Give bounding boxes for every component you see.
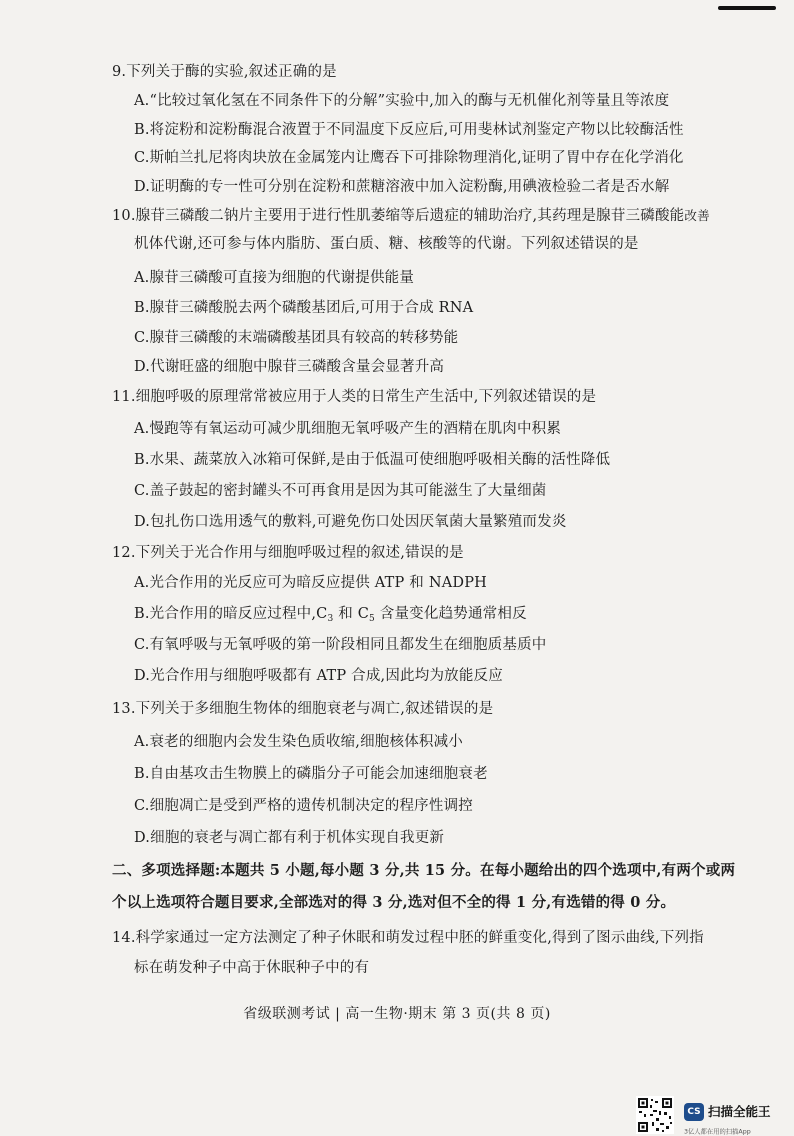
option-b-prefix: B.光合作用的暗反应过程中,C <box>134 606 328 622</box>
option-a: A.衰老的细胞内会发生染色质收缩,细胞核体积减小 <box>134 734 463 750</box>
subscript-3: 3 <box>327 614 334 624</box>
question-stem: 11.细胞呼吸的原理常常被应用于人类的日常生产生活中,下列叙述错误的是 <box>112 389 597 405</box>
option-a: A.“比较过氧化氢在不同条件下的分解”实验中,加入的酶与无机催化剂等量且等浓度 <box>134 93 670 109</box>
question-stem-continued: 机体代谢,还可参与体内脂肪、蛋白质、糖、核酸等的代谢。下列叙述错误的是 <box>134 236 639 252</box>
option-b: B.自由基攻击生物膜上的磷脂分子可能会加速细胞衰老 <box>134 766 488 782</box>
option-a: A.慢跑等有氧运动可减少肌细胞无氧呼吸产生的酒精在肌肉中积累 <box>134 421 562 437</box>
section-heading-line-2: 个以上选项符合题目要求,全部选对的得 3 分,选对但不全的得 1 分,有选错的得 0 分。 <box>112 894 676 911</box>
question-stem-text: 10.腺苷三磷酸二钠片主要用于进行性肌萎缩等后遗症的辅助治疗,其药理是腺苷三磷酸能 <box>112 208 685 224</box>
option-b: B.腺苷三磷酸脱去两个磷酸基团后,可用于合成 RNA <box>134 300 474 316</box>
option-a: A.光合作用的光反应可为暗反应提供 ATP 和 NADPH <box>134 575 487 591</box>
option-b-suffix: 含量变化趋势通常相反 <box>374 606 527 622</box>
option-a: A.腺苷三磷酸可直接为细胞的代谢提供能量 <box>134 270 415 286</box>
camscanner-logo-icon: CS <box>684 1103 704 1121</box>
section-heading-line-1: 二、多项选择题:本题共 5 小题,每小题 3 分,共 15 分。在每小题给出的四个选项中,有两个或两 <box>112 862 736 879</box>
question-stem <box>112 206 710 226</box>
option-d: D.细胞的衰老与凋亡都有利于机体实现自我更新 <box>134 830 445 846</box>
option-d: D.证明酶的专一性可分别在淀粉和蔗糖溶液中加入淀粉酶,用碘液检验二者是否水解 <box>134 179 670 195</box>
option-b-mid: 和 C <box>333 606 370 622</box>
scan-edge-mark <box>718 6 776 10</box>
question-stem-tail: 改善 <box>684 208 710 223</box>
question-stem: 13.下列关于多细胞生物体的细胞衰老与凋亡,叙述错误的是 <box>112 701 494 717</box>
option-b: B.水果、蔬菜放入冰箱可保鲜,是由于低温可使细胞呼吸相关酶的活性降低 <box>134 452 611 468</box>
option-b <box>134 604 527 629</box>
option-c: C.有氧呼吸与无氧呼吸的第一阶段相同且都发生在细胞质基质中 <box>134 637 547 653</box>
scanner-app-name: 扫描全能王 <box>708 1104 771 1119</box>
question-stem: 12.下列关于光合作用与细胞呼吸过程的叙述,错误的是 <box>112 545 464 561</box>
subscript-5: 5 <box>369 614 375 624</box>
page-footer: 省级联测考试 | 高一生物·期末 第 3 页(共 8 页) <box>243 1006 551 1022</box>
question-stem: 9.下列关于酶的实验,叙述正确的是 <box>112 64 337 80</box>
option-b: B.将淀粉和淀粉酶混合液置于不同温度下反应后,可用斐林试剂鉴定产物以比较酶活性 <box>134 122 684 138</box>
option-c: C.细胞凋亡是受到严格的遗传机制决定的程序性调控 <box>134 798 473 814</box>
option-c: C.腺苷三磷酸的末端磷酸基团具有较高的转移势能 <box>134 330 459 346</box>
option-d: D.包扎伤口选用透气的敷料,可避免伤口处因厌氧菌大量繁殖而发炎 <box>134 514 567 530</box>
question-stem-continued: 标在萌发种子中高于休眠种子中的有 <box>134 960 370 976</box>
option-c: C.斯帕兰扎尼将肉块放在金属笼内让鹰吞下可排除物理消化,证明了胃中存在化学消化 <box>134 150 684 166</box>
qr-code-icon <box>636 1096 674 1134</box>
question-stem: 14.科学家通过一定方法测定了种子休眠和萌发过程中胚的鲜重变化,得到了图示曲线,下列指 <box>112 930 704 946</box>
option-c: C.盖子鼓起的密封罐头不可再食用是因为其可能滋生了大量细菌 <box>134 483 547 499</box>
scanner-app-tagline: 3亿人都在用的扫描App <box>684 1127 751 1136</box>
option-d: D.光合作用与细胞呼吸都有 ATP 合成,因此均为放能反应 <box>134 668 503 684</box>
option-d: D.代谢旺盛的细胞中腺苷三磷酸含量会显著升高 <box>134 359 445 375</box>
